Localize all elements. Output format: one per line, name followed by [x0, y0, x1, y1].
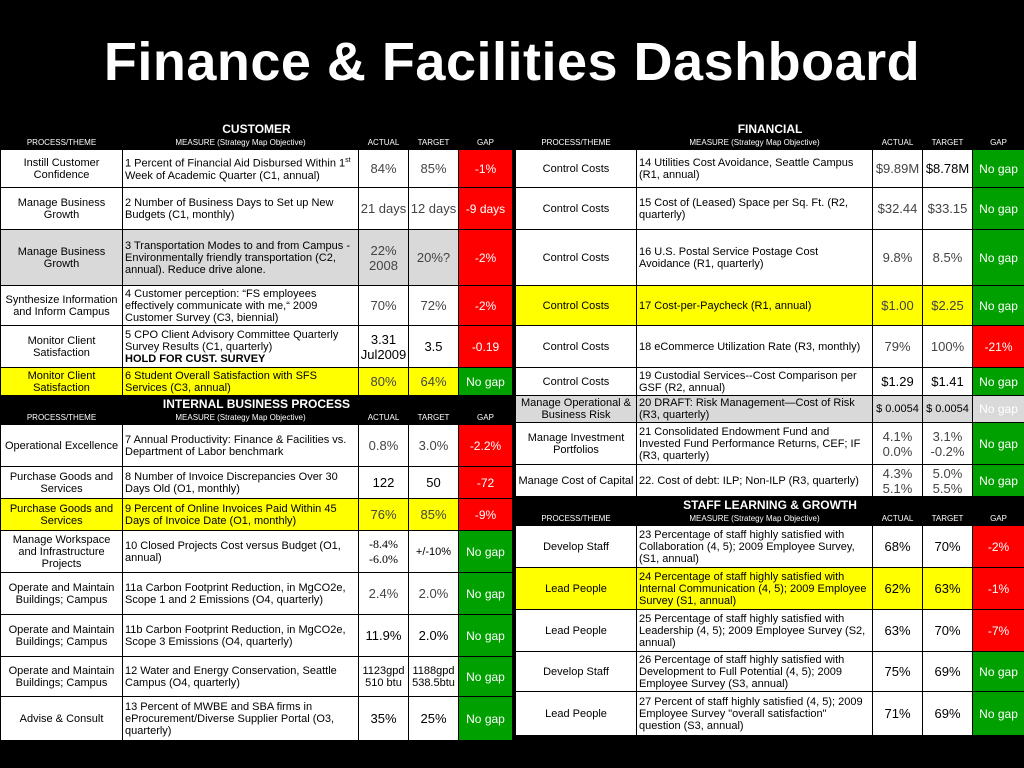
table-row	[1, 286, 513, 326]
table-row	[516, 423, 1024, 465]
measure-cell: 8 Number of Invoice Discrepancies Over 30 Days Old (O1, monthly)	[123, 467, 359, 499]
measure-cell: 16 U.S. Postal Service Postage Cost Avoidance (R1, quarterly)	[637, 230, 873, 286]
col-header-process: PROCESS/THEME	[1, 137, 123, 150]
process-cell: Manage Operational & Business Risk	[516, 396, 637, 423]
actual-cell: 79%	[873, 326, 923, 368]
actual-cell: 62%	[873, 568, 923, 610]
measure-cell: 3 Transportation Modes to and from Campus - Environmentally friendly transportation (C2, annual). Reduce drive alone.	[123, 230, 359, 286]
col-header-target: TARGET	[409, 137, 459, 150]
table-row	[1, 467, 513, 499]
actual-cell: 84%	[359, 150, 409, 188]
col-header-target: TARGET	[409, 412, 459, 425]
gap-cell: No gap	[459, 615, 513, 657]
process-cell: Lead People	[516, 568, 637, 610]
target-cell: 3.1% -0.2%	[923, 423, 973, 465]
target-cell: 8.5%	[923, 230, 973, 286]
target-cell: 5.0% 5.5%	[923, 465, 973, 497]
actual-cell: 35%	[359, 697, 409, 741]
process-cell: Control Costs	[516, 150, 637, 188]
measure-cell: 14 Utilities Cost Avoidance, Seattle Campus (R1, annual)	[637, 150, 873, 188]
measure-cell: 18 eCommerce Utilization Rate (R3, monthly)	[637, 326, 873, 368]
measure-cell: 23 Percentage of staff highly satisfied with Collaboration (4, 5); 2009 Employee Survey, (S1, annual)	[637, 526, 873, 568]
measure-text: 5 CPO Client Advisory Committee Quarterly Survey Results (C1, quarterly)	[125, 328, 339, 353]
measure-cell: 12 Water and Energy Conservation, Seattle Campus (O4, quarterly)	[123, 657, 359, 697]
target-cell: 72%	[409, 286, 459, 326]
target-cell: 25%	[409, 697, 459, 741]
process-cell: Control Costs	[516, 326, 637, 368]
target-cell: 70%	[923, 526, 973, 568]
process-cell: Purchase Goods and Services	[1, 499, 123, 531]
actual-cell: 68%	[873, 526, 923, 568]
measure-cell: 4 Customer perception: “FS employees effectively communicate with me,“ 2009 Customer Survey (C3, biennial)	[123, 286, 359, 326]
table-row	[1, 697, 513, 741]
col-header-actual: ACTUAL	[873, 513, 923, 526]
measure-text-cont: Week of Academic Quarter (C1, annual)	[125, 169, 320, 182]
actual-cell: 9.8%	[873, 230, 923, 286]
target-cell: 12 days	[409, 188, 459, 230]
gap-cell: -0.19	[459, 326, 513, 368]
section-title-customer: CUSTOMER	[1, 121, 513, 137]
gap-cell: No gap	[973, 286, 1024, 326]
gap-cell: No gap	[973, 423, 1024, 465]
target-cell: 69%	[923, 652, 973, 692]
actual-cell: 3.31 Jul2009	[359, 326, 409, 368]
table-row	[1, 368, 513, 396]
actual-cell: 21 days	[359, 188, 409, 230]
target-cell: +/-10%	[409, 531, 459, 573]
measure-cell: 11b Carbon Footprint Reduction, in MgCO2e, Scope 3 Emissions (O4, quarterly)	[123, 615, 359, 657]
gap-cell: No gap	[459, 531, 513, 573]
process-cell: Operate and Maintain Buildings; Campus	[1, 657, 123, 697]
measure-cell: 25 Percentage of staff highly satisfied with Leadership (4, 5); 2009 Employee Survey (S2, annual)	[637, 610, 873, 652]
right-scorecard-table	[515, 120, 1024, 736]
target-cell: $8.78M	[923, 150, 973, 188]
process-cell: Operational Excellence	[1, 425, 123, 467]
measure-cell: 11a Carbon Footprint Reduction, in MgCO2e, Scope 1 and 2 Emissions (O4, quarterly)	[123, 573, 359, 615]
measure-cell: 7 Annual Productivity: Finance & Facilities vs. Department of Labor benchmark	[123, 425, 359, 467]
table-row	[1, 499, 513, 531]
col-header-target: TARGET	[923, 513, 973, 526]
measure-superscript: st	[345, 157, 351, 165]
section-title-staff: STAFF LEARNING & GROWTH	[516, 497, 1024, 513]
actual-cell: 4.3% 5.1%	[873, 465, 923, 497]
table-row	[1, 230, 513, 286]
actual-cell: $1.29	[873, 368, 923, 396]
gap-cell: -2%	[459, 230, 513, 286]
gap-cell: -2%	[459, 286, 513, 326]
actual-cell: 80%	[359, 368, 409, 396]
gap-cell: -9 days	[459, 188, 513, 230]
measure-cell: 10 Closed Projects Cost versus Budget (O1, annual)	[123, 531, 359, 573]
actual-cell: $1.00	[873, 286, 923, 326]
target-cell: $33.15	[923, 188, 973, 230]
measure-cell: 17 Cost-per-Paycheck (R1, annual)	[637, 286, 873, 326]
target-cell: 85%	[409, 150, 459, 188]
process-cell: Control Costs	[516, 368, 637, 396]
target-cell: 3.0%	[409, 425, 459, 467]
measure-cell: 20 DRAFT: Risk Management—Cost of Risk (R3, quarterly)	[637, 396, 873, 423]
process-cell: Develop Staff	[516, 526, 637, 568]
actual-cell: 122	[359, 467, 409, 499]
actual-cell: 22% 2008	[359, 230, 409, 286]
gap-cell: No gap	[459, 697, 513, 741]
measure-cell: 9 Percent of Online Invoices Paid Within 45 Days of Invoice Date (O1, monthly)	[123, 499, 359, 531]
process-cell: Control Costs	[516, 230, 637, 286]
process-cell: Monitor Client Satisfaction	[1, 326, 123, 368]
gap-cell: -2%	[973, 526, 1024, 568]
measure-cell: 22. Cost of debt: ILP; Non-ILP (R3, quarterly)	[637, 465, 873, 497]
col-header-measure: MEASURE (Strategy Map Objective)	[123, 412, 359, 425]
target-cell: 1188gpd 538.5btu	[409, 657, 459, 697]
gap-cell: No gap	[973, 188, 1024, 230]
table-row	[516, 526, 1024, 568]
gap-cell: -7%	[973, 610, 1024, 652]
gap-cell: No gap	[459, 657, 513, 697]
section-title-internal: INTERNAL BUSINESS PROCESS	[1, 396, 513, 412]
measure-cell	[123, 326, 359, 368]
actual-cell: 75%	[873, 652, 923, 692]
measure-cell: 27 Percent of staff highly satisfied (4, 5); 2009 Employee Survey "overall satisfaction" question (S3, annual)	[637, 692, 873, 736]
target-cell: 64%	[409, 368, 459, 396]
process-cell: Control Costs	[516, 188, 637, 230]
table-row	[516, 188, 1024, 230]
actual-cell: 4.1% 0.0%	[873, 423, 923, 465]
process-cell: Operate and Maintain Buildings; Campus	[1, 615, 123, 657]
gap-cell: -1%	[459, 150, 513, 188]
gap-cell: No gap	[973, 230, 1024, 286]
process-cell: Manage Business Growth	[1, 230, 123, 286]
target-cell: 63%	[923, 568, 973, 610]
table-row	[516, 465, 1024, 497]
table-row	[516, 652, 1024, 692]
table-row	[516, 326, 1024, 368]
actual-cell: 2.4%	[359, 573, 409, 615]
col-header-process: PROCESS/THEME	[516, 513, 637, 526]
col-header-actual: ACTUAL	[873, 137, 923, 150]
actual-cell: $9.89M	[873, 150, 923, 188]
table-row	[516, 286, 1024, 326]
measure-cell: 15 Cost of (Leased) Space per Sq. Ft. (R2, quarterly)	[637, 188, 873, 230]
gap-cell: -2.2%	[459, 425, 513, 467]
target-cell: 20%?	[409, 230, 459, 286]
actual-cell: 0.8%	[359, 425, 409, 467]
table-row	[1, 615, 513, 657]
table-row	[516, 230, 1024, 286]
measure-cell: 13 Percent of MWBE and SBA firms in eProcurement/Diverse Supplier Portal (O3, quarterly)	[123, 697, 359, 741]
measure-cell: 2 Number of Business Days to Set up New Budgets (C1, monthly)	[123, 188, 359, 230]
gap-cell: -21%	[973, 326, 1024, 368]
target-cell: 85%	[409, 499, 459, 531]
target-cell: $2.25	[923, 286, 973, 326]
target-cell: 2.0%	[409, 573, 459, 615]
process-cell: Manage Investment Portfolios	[516, 423, 637, 465]
measure-cell	[123, 150, 359, 188]
col-header-measure: MEASURE (Strategy Map Objective)	[123, 137, 359, 150]
measure-cell: 24 Percentage of staff highly satisfied with Internal Communication (4, 5); 2009 Employee Survey (S1, annual)	[637, 568, 873, 610]
process-cell: Develop Staff	[516, 652, 637, 692]
left-scorecard-table	[0, 120, 513, 741]
table-row	[516, 610, 1024, 652]
measure-text: 1 Percent of Financial Aid Disbursed Within 1	[125, 157, 346, 170]
table-row	[1, 150, 513, 188]
col-header-target: TARGET	[923, 137, 973, 150]
table-row	[516, 368, 1024, 396]
process-cell: Synthesize Information and Inform Campus	[1, 286, 123, 326]
col-header-gap: GAP	[973, 137, 1024, 150]
col-header-actual: ACTUAL	[359, 412, 409, 425]
page-title: Finance & Facilities Dashboard	[103, 32, 921, 92]
table-row	[1, 657, 513, 697]
gap-cell: No gap	[459, 573, 513, 615]
col-header-gap: GAP	[459, 137, 513, 150]
table-row	[516, 568, 1024, 610]
actual-cell: 1123gpd 510 btu	[359, 657, 409, 697]
table-row	[1, 573, 513, 615]
target-cell: $ 0.0054	[923, 396, 973, 423]
actual-cell: -8.4% -6.0%	[359, 531, 409, 573]
process-cell: Instill Customer Confidence	[1, 150, 123, 188]
col-header-actual: ACTUAL	[359, 137, 409, 150]
measure-cell: 26 Percentage of staff highly satisfied with Development to Full Potential (4, 5); 2009 Employee Survey (S3, annual)	[637, 652, 873, 692]
actual-cell: 70%	[359, 286, 409, 326]
measure-cell: 19 Custodial Services--Cost Comparison per GSF (R2, annual)	[637, 368, 873, 396]
table-row	[1, 425, 513, 467]
col-header-measure: MEASURE (Strategy Map Objective)	[637, 137, 873, 150]
table-row	[516, 150, 1024, 188]
col-header-gap: GAP	[973, 513, 1024, 526]
col-header-measure: MEASURE (Strategy Map Objective)	[637, 513, 873, 526]
gap-cell: No gap	[459, 368, 513, 396]
table-row	[1, 326, 513, 368]
target-cell: 100%	[923, 326, 973, 368]
col-header-gap: GAP	[459, 412, 513, 425]
gap-cell: No gap	[973, 652, 1024, 692]
col-header-process: PROCESS/THEME	[516, 137, 637, 150]
table-row	[1, 188, 513, 230]
process-cell: Control Costs	[516, 286, 637, 326]
process-cell: Lead People	[516, 610, 637, 652]
measure-cell: 21 Consolidated Endowment Fund and Invested Fund Performance Returns, CEF; IF (R3, quarterly)	[637, 423, 873, 465]
actual-cell: $ 0.0054	[873, 396, 923, 423]
gap-cell: No gap	[973, 396, 1024, 423]
target-cell: 2.0%	[409, 615, 459, 657]
target-cell: 50	[409, 467, 459, 499]
target-cell: $1.41	[923, 368, 973, 396]
process-cell: Manage Cost of Capital	[516, 465, 637, 497]
measure-cell: 6 Student Overall Satisfaction with SFS Services (C3, annual)	[123, 368, 359, 396]
table-row	[1, 531, 513, 573]
gap-cell: -9%	[459, 499, 513, 531]
actual-cell: 71%	[873, 692, 923, 736]
target-cell: 3.5	[409, 326, 459, 368]
process-cell: Manage Business Growth	[1, 188, 123, 230]
gap-cell: No gap	[973, 465, 1024, 497]
actual-cell: 11.9%	[359, 615, 409, 657]
col-header-process: PROCESS/THEME	[1, 412, 123, 425]
target-cell: 69%	[923, 692, 973, 736]
gap-cell: No gap	[973, 692, 1024, 736]
gap-cell: -72	[459, 467, 513, 499]
target-cell: 70%	[923, 610, 973, 652]
gap-cell: -1%	[973, 568, 1024, 610]
table-row	[516, 692, 1024, 736]
process-cell: Monitor Client Satisfaction	[1, 368, 123, 396]
actual-cell: 63%	[873, 610, 923, 652]
process-cell: Operate and Maintain Buildings; Campus	[1, 573, 123, 615]
actual-cell: $32.44	[873, 188, 923, 230]
actual-cell: 76%	[359, 499, 409, 531]
gap-cell: No gap	[973, 368, 1024, 396]
section-title-financial: FINANCIAL	[516, 121, 1024, 137]
gap-cell: No gap	[973, 150, 1024, 188]
hold-note: HOLD FOR CUST. SURVEY	[125, 352, 266, 365]
process-cell: Manage Workspace and Infrastructure Projects	[1, 531, 123, 573]
table-row	[516, 396, 1024, 423]
process-cell: Purchase Goods and Services	[1, 467, 123, 499]
process-cell: Advise & Consult	[1, 697, 123, 741]
process-cell: Lead People	[516, 692, 637, 736]
